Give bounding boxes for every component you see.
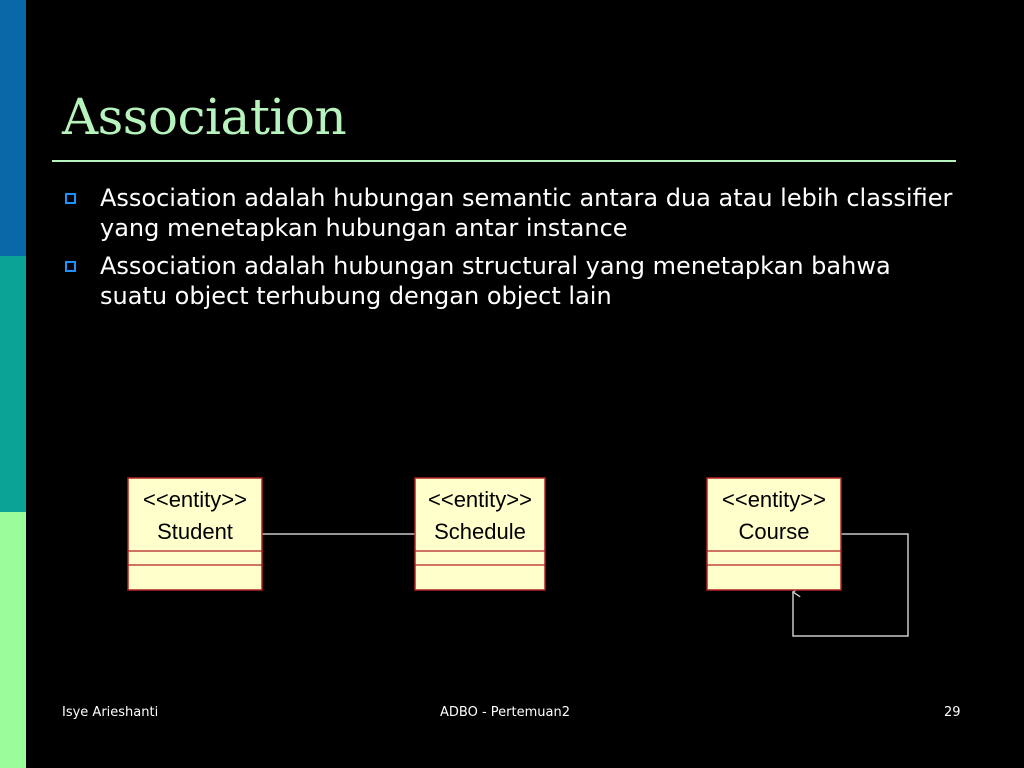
square-bullet-icon xyxy=(65,261,76,272)
class-name: Course xyxy=(738,519,810,544)
bullet-list xyxy=(62,183,962,319)
side-bar-segment-top xyxy=(0,0,26,256)
class-name: Schedule xyxy=(434,519,526,544)
footer-course: ADBO - Pertemuan2 xyxy=(440,705,570,720)
bullet-item xyxy=(62,183,962,243)
bullet-text: Association adalah hubungan structural yang menetapkan bahwa suatu object terhubung dengan object lain xyxy=(100,252,891,310)
bullet-text: Association adalah hubungan semantic antara dua atau lebih classifier yang menetapkan hubungan antar instance xyxy=(100,184,953,242)
uml-class-diagram xyxy=(0,440,1024,660)
title-underline xyxy=(52,160,956,162)
square-bullet-icon xyxy=(65,193,76,204)
bullet-item xyxy=(62,251,962,311)
class-name: Student xyxy=(157,519,233,544)
class-schedule xyxy=(415,478,545,590)
footer-page-number: 29 xyxy=(944,705,961,720)
class-course xyxy=(707,478,841,590)
class-stereotype: <<entity>> xyxy=(428,487,532,512)
class-student xyxy=(128,478,262,590)
footer-author: Isye Arieshanti xyxy=(62,705,159,720)
slide-title: Association xyxy=(62,88,347,146)
class-stereotype: <<entity>> xyxy=(143,487,247,512)
class-stereotype: <<entity>> xyxy=(722,487,826,512)
